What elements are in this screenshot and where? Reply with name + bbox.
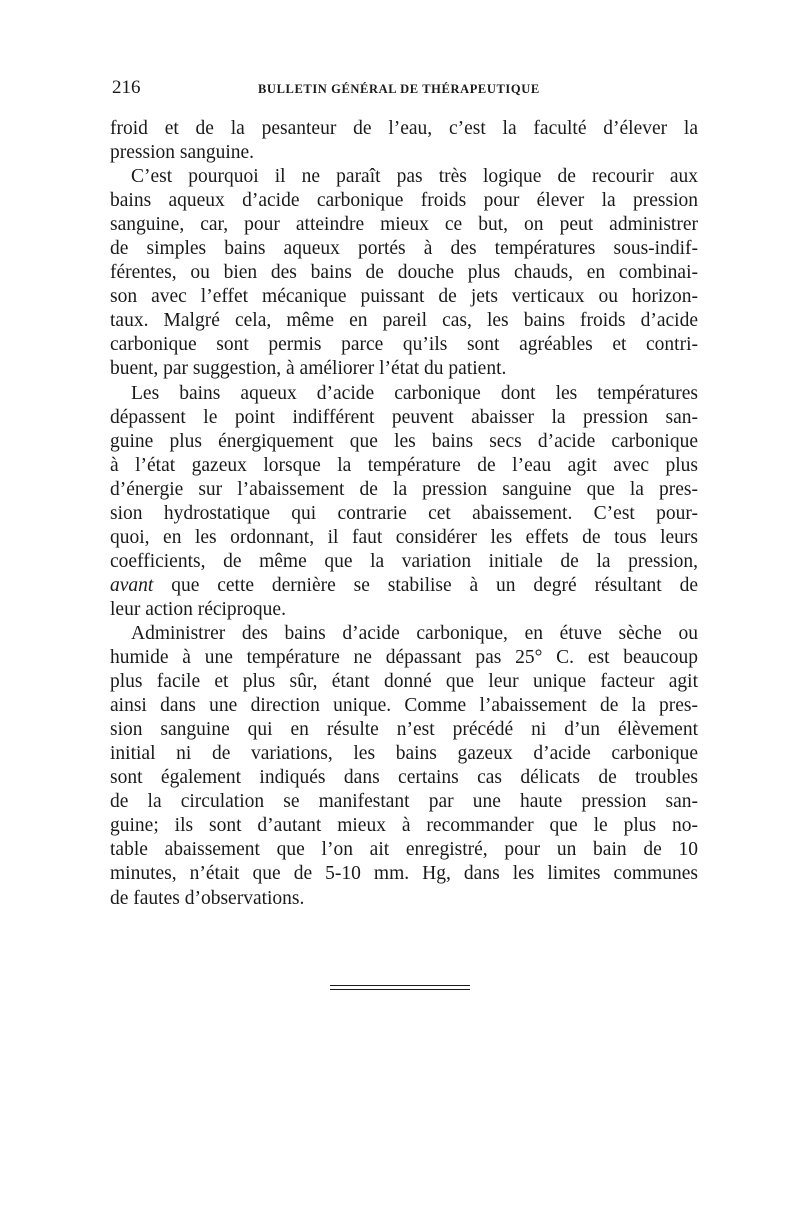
paragraph-first-line: Administrer des bains d’acide carbonique, en étuve sèche ou <box>131 622 698 644</box>
text-line: table abaissement que l’on ait enregistré, pour un bain de 10 <box>110 839 698 861</box>
text-line: dépassent le point indifférent peuvent abaisser la pression san- <box>110 406 698 428</box>
text-line: sanguine, car, pour atteindre mieux ce but, on peut administrer <box>110 214 698 236</box>
text-line: carbonique sont permis parce qu’ils sont agréables et contri- <box>110 334 698 356</box>
text-line: de fautes d’observations. <box>110 887 305 909</box>
text-line: minutes, n’était que de 5-10 mm. Hg, dans les limites communes <box>110 863 698 885</box>
body-text <box>110 117 698 911</box>
double-rule-bottom <box>330 989 470 990</box>
text-line: taux. Malgré cela, même en pareil cas, les bains froids d’acide <box>110 310 698 332</box>
text-line: buent, par suggestion, à améliorer l’état du patient. <box>110 358 507 380</box>
text-line: ainsi dans une direction unique. Comme l’abaissement de la pres- <box>110 695 698 717</box>
section-end-rule <box>330 985 470 990</box>
page-header <box>112 76 698 100</box>
text-line: avant que cette dernière se stabilise à un degré résultant de <box>110 574 698 596</box>
running-title: BULLETIN GÉNÉRAL DE THÉRAPEUTIQUE <box>258 82 540 96</box>
text-line: à l’état gazeux lorsque la température de l’eau agit avec plus <box>110 454 698 476</box>
text-line: guine plus énergiquement que les bains secs d’acide carbonique <box>110 430 698 452</box>
text-line: d’énergie sur l’abaissement de la pression sanguine que la pres- <box>110 478 698 500</box>
text-line: sion hydrostatique qui contrarie cet abaissement. C’est pour- <box>110 502 698 524</box>
text-line: de simples bains aqueux portés à des températures sous-indif- <box>110 238 698 260</box>
text-line: humide à une température ne dépassant pas 25° C. est beaucoup <box>110 647 698 669</box>
text-line: sion sanguine qui en résulte n’est précédé ni d’un élèvement <box>110 719 698 741</box>
text-line: bains aqueux d’acide carbonique froids pour élever la pression <box>110 190 698 212</box>
text-line: froid et de la pesanteur de l’eau, c’est la faculté d’élever la <box>110 118 698 139</box>
text-line: guine; ils sont d’autant mieux à recommander que le plus no- <box>110 815 698 837</box>
text-line: plus facile et plus sûr, étant donné que leur unique facteur agit <box>110 671 698 693</box>
text-line: coefficients, de même que la variation initiale de la pression, <box>110 550 698 572</box>
text-line: de la circulation se manifestant par une haute pression san- <box>110 791 698 813</box>
paragraph-first-line: C’est pourquoi il ne paraît pas très logique de recourir aux <box>131 166 698 188</box>
double-rule-top <box>330 985 470 986</box>
text-line: sont également indiqués dans certains cas délicats de troubles <box>110 767 698 789</box>
emphasized-word: avant <box>110 574 154 596</box>
text-line: quoi, en les ordonnant, il faut considérer les effets de tous leurs <box>110 526 698 548</box>
paragraph-first-line: Les bains aqueux d’acide carbonique dont les températures <box>131 382 698 404</box>
text-line: férentes, ou bien des bains de douche plus chauds, en combinai- <box>110 262 698 284</box>
text-line: son avec l’effet mécanique puissant de jets verticaux ou horizon- <box>110 286 698 308</box>
text-line: pression sanguine. <box>110 142 255 164</box>
page-number: 216 <box>112 77 141 98</box>
text-line: leur action réciproque. <box>110 598 286 620</box>
text-line: initial ni de variations, les bains gazeux d’acide carbonique <box>110 743 698 765</box>
